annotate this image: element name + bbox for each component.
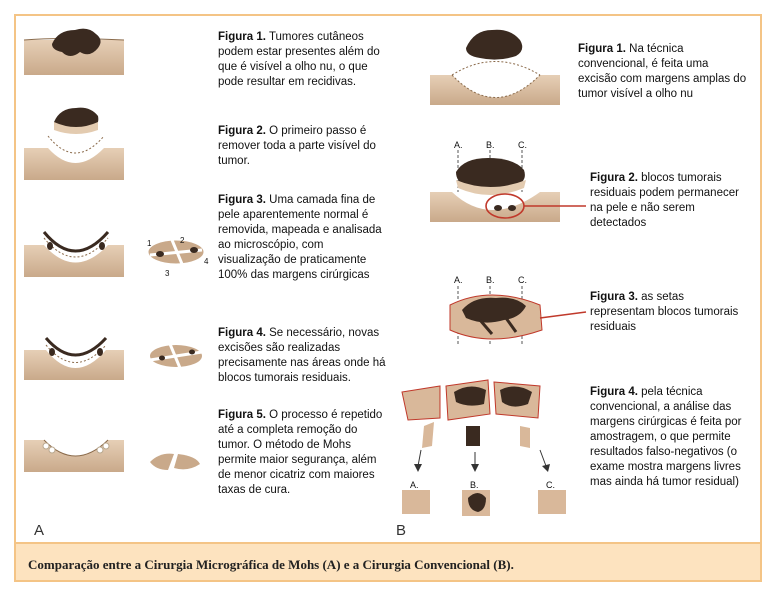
panel-a-fig5-illustration (24, 440, 200, 472)
panel-b-fig3-illustration (450, 286, 586, 345)
panel-b-fig4-caption: Figura 4. pela técnica convencional, a análise das margens cirúrgicas é feita por amostragem, o que permite resultados falso-negativos (o exame mostra margens livres mas ainda há tumor residual) (590, 386, 742, 488)
specimen-letter-c: C. (546, 480, 555, 490)
panel-b-fig2-caption: Figura 2. blocos tumorais residuais podem permanecer na pele e não serem detectados (590, 172, 739, 229)
panel-a-fig2-illustration (24, 108, 124, 180)
panel-b-fig2-illustration (430, 150, 586, 222)
section-letter-a-fig3: A. (454, 275, 463, 285)
map-number-3: 3 (165, 269, 170, 278)
panel-b-fig1-illustration (430, 30, 560, 105)
panel-b-letter: B (396, 522, 407, 539)
section-letter-a-fig2: A. (454, 140, 463, 150)
map-number-2: 2 (180, 236, 185, 245)
panel-a-fig5-caption: Figura 5. O processo é repetido até a completa remoção do tumor. O método de Mohs permite maior segurança, além de menor cicatriz com maiores taxas de cura. (218, 409, 383, 496)
panel-b-fig1-caption: Figura 1. Na técnica convencional, é feita uma excisão com margens amplas do tumor visível a olho nu (578, 43, 747, 100)
panel-a-fig4-caption: Figura 4. Se necessário, novas excisões são realizadas precisamente nas áreas onde há blocos tumorais residuais. (218, 327, 386, 384)
panel-a-fig2-caption: Figura 2. O primeiro passo é remover toda a parte visível do tumor. (218, 125, 376, 167)
panel-a-fig1-illustration (24, 29, 124, 75)
section-letter-c-fig3: C. (518, 275, 527, 285)
map-number-4: 4 (204, 257, 209, 266)
section-letter-b-fig3: B. (486, 275, 495, 285)
panel-a-letter: A (34, 522, 45, 539)
section-letter-b-fig2: B. (486, 140, 495, 150)
panel-b-fig4-illustration (402, 380, 566, 516)
section-letter-c-fig2: C. (518, 140, 527, 150)
map-number-1: 1 (147, 239, 152, 248)
panel-a-fig1-caption: Figura 1. Tumores cutâneos podem estar presentes além do que é visível a olho nu, o que pode resultar em recidivas. (218, 31, 380, 88)
panel-a-fig3-caption: Figura 3. Uma camada fina de pele aparentemente normal é removida, mapeada e analisada ao microscópio, com visualização de praticamente 100% das margens cirúrgicas (218, 194, 382, 281)
panel-a-fig4-illustration (24, 338, 202, 380)
specimen-letter-a: A. (410, 480, 419, 490)
panel-b-fig3-caption: Figura 3. as setas representam blocos tumorais residuais (590, 291, 739, 333)
panel-a-fig3-illustration (24, 232, 204, 277)
figure-caption: Comparação entre a Cirurgia Micrográfica de Mohs (A) e a Cirurgia Convencional (B). (28, 557, 514, 572)
specimen-letter-b: B. (470, 480, 479, 490)
